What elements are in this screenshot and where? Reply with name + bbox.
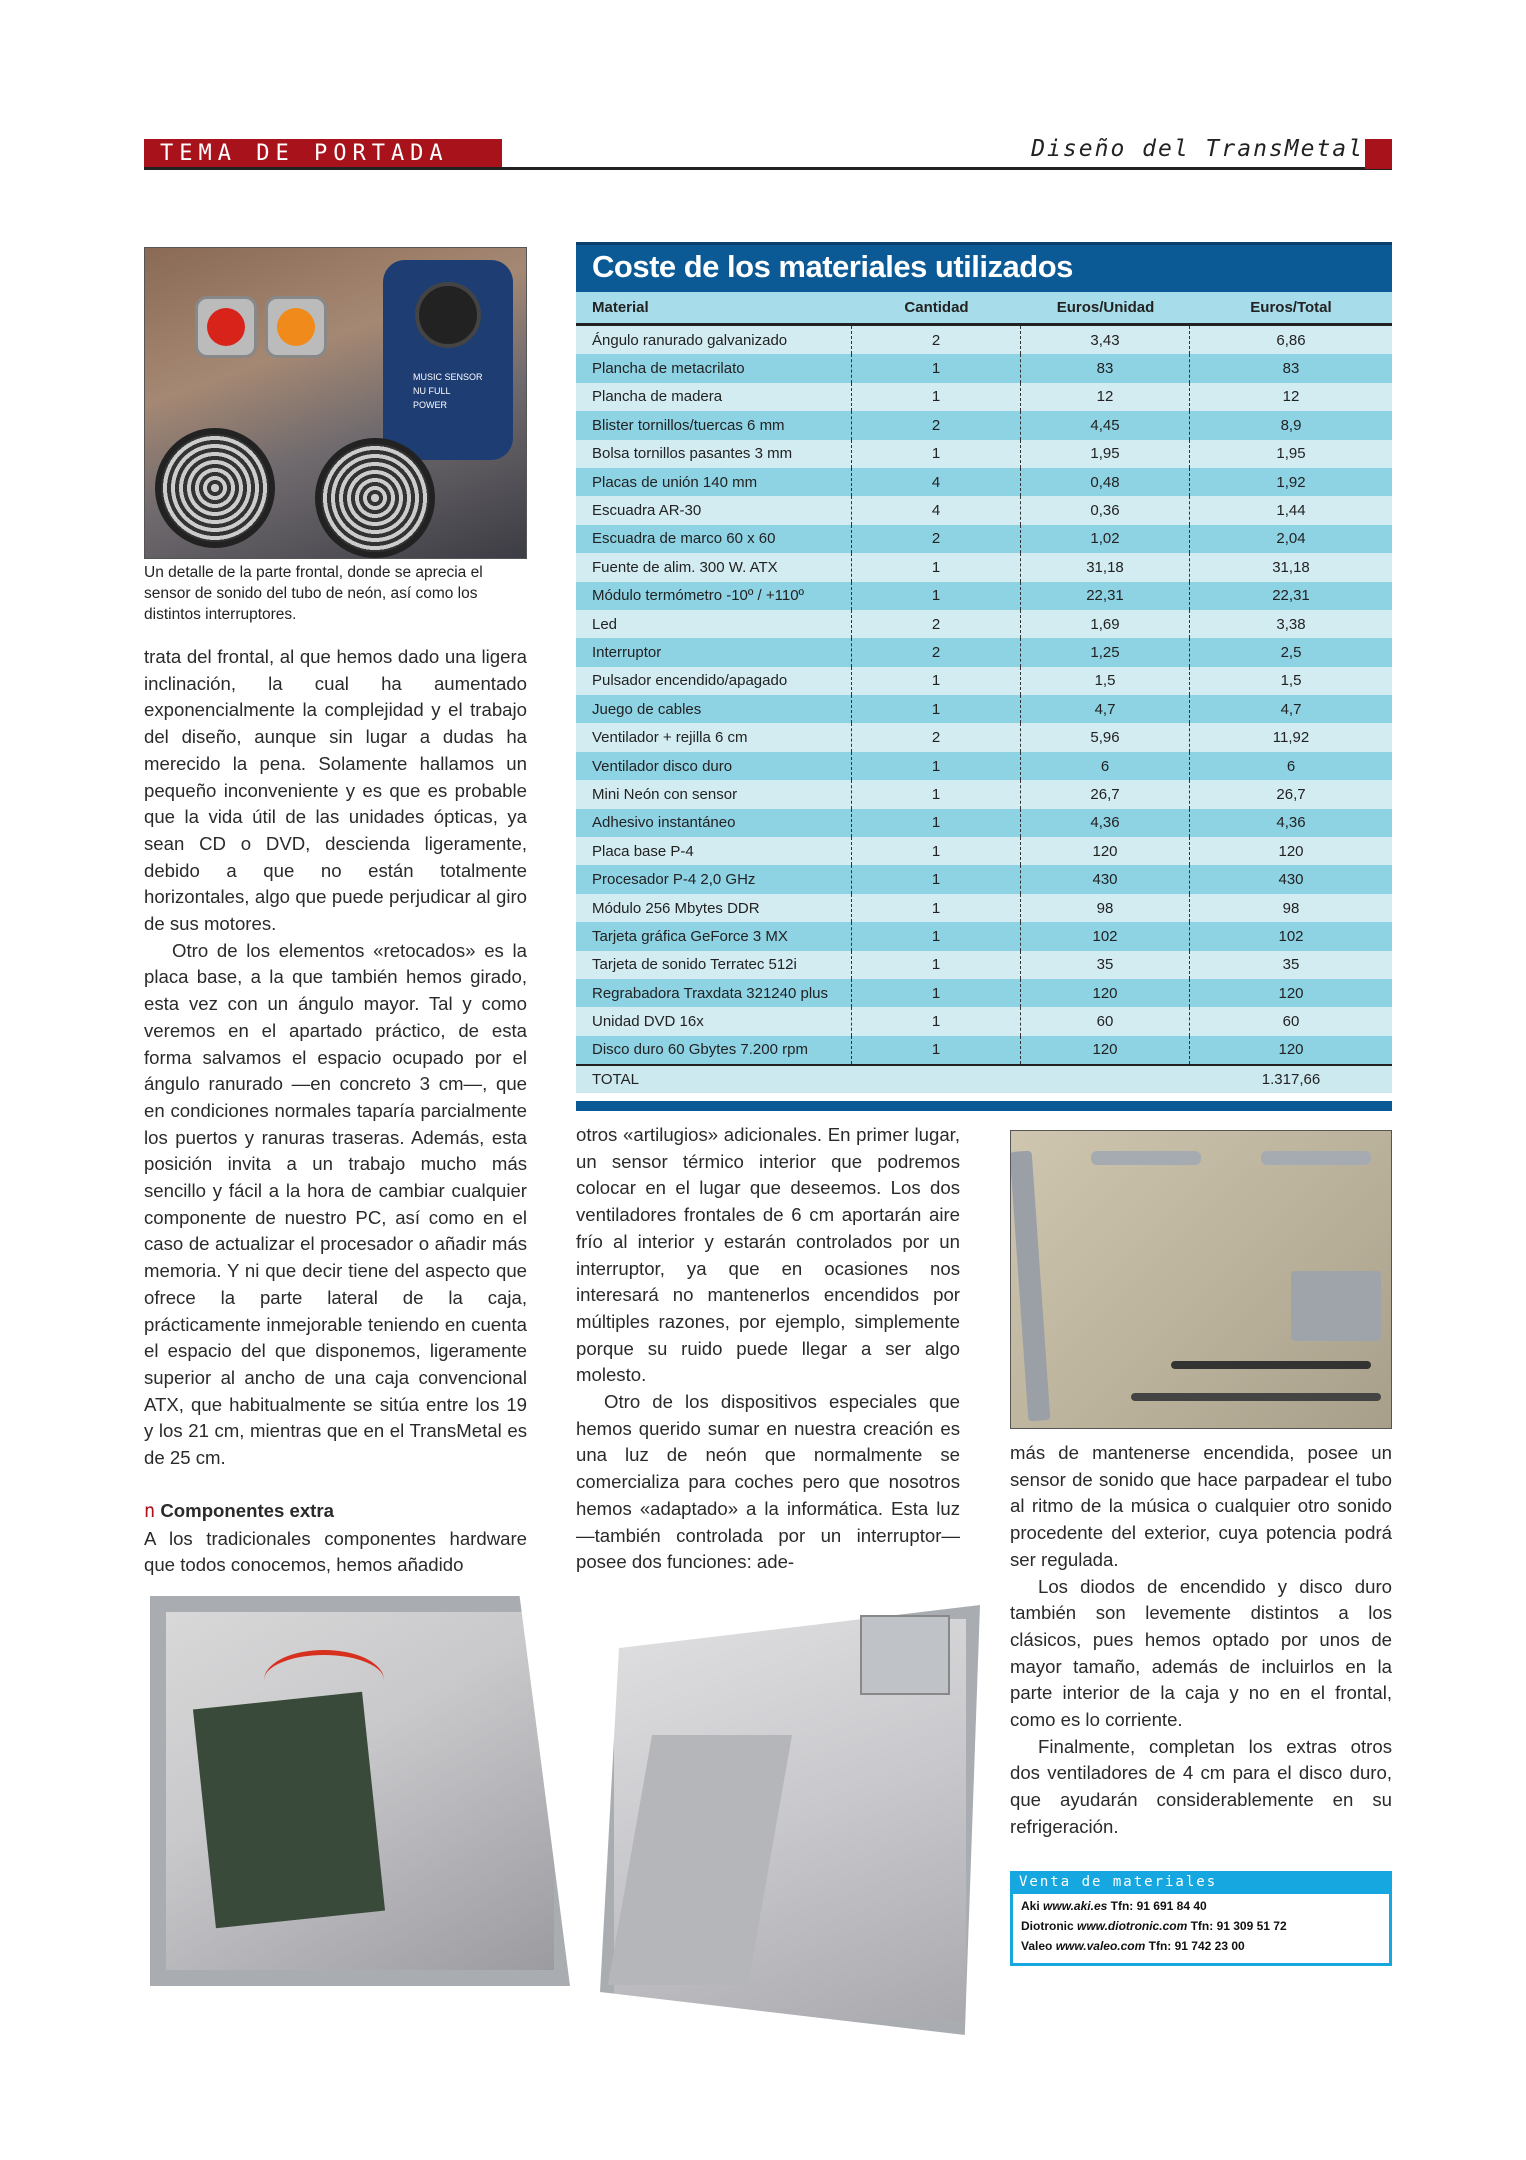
unit-price-cell: 120 (1021, 1036, 1190, 1064)
motherboard (193, 1692, 385, 1929)
quantity-cell: 2 (852, 525, 1021, 553)
table-body (576, 326, 1392, 1064)
paragraph: trata del frontal, al que hemos dado una ligera inclinación, la cual ha aumentado exponencialmente la complejidad y el trabajo del diseño, aunque sin lugar a dudas ha merecido la pena. Solamente hallamos un pequeño inconveniente y es que es probable que la vida útil de las unidades ópticas, ya sean CD o DVD, descienda ligeramente, debido a que no están totalmente horizontales, algo que puede perjudicar al giro de sus motores. (144, 646, 527, 935)
orange-switch (265, 296, 327, 358)
table-row (576, 979, 1392, 1007)
quantity-cell: 1 (852, 809, 1021, 837)
total-price-cell: 2,04 (1276, 530, 1306, 548)
unit-price-cell: 22,31 (1021, 582, 1190, 610)
column-header: Material (592, 299, 649, 316)
table-row (576, 440, 1392, 468)
power-supply (860, 1615, 950, 1695)
drill-bit (1131, 1393, 1381, 1401)
column-header: Cantidad (904, 299, 969, 316)
total-price-cell: 1,95 (1276, 445, 1306, 463)
material-cell: Juego de cables (576, 695, 852, 723)
total-price-cell: 102 (1278, 927, 1304, 945)
case-interior-side-photo (144, 1590, 576, 1990)
total-price-cell: 8,9 (1280, 416, 1302, 434)
total-price-cell: 4,36 (1276, 814, 1306, 832)
total-price-cell: 12 (1282, 388, 1300, 406)
table-row (576, 525, 1392, 553)
sensor-label: MUSIC SENSOR (413, 372, 483, 382)
unit-price-cell: 1,5 (1021, 667, 1190, 695)
material-cell: Módulo termómetro -10º / +110º (576, 582, 852, 610)
table-row (576, 496, 1392, 524)
middle-column-text (576, 1122, 960, 1576)
total-price-cell: 60 (1282, 1013, 1300, 1031)
vendors-title: Venta de materiales (1013, 1874, 1389, 1894)
vendor-url[interactable]: www.valeo.com (1055, 1939, 1146, 1953)
quantity-cell: 1 (852, 667, 1021, 695)
unit-price-cell: 120 (1021, 837, 1190, 865)
table-row (576, 553, 1392, 581)
vendor-line: Aki www.aki.es Tfn: 91 691 84 40 (1021, 1899, 1207, 1913)
unit-price-cell: 6 (1021, 752, 1190, 780)
article-title: Diseño del TransMetal (1031, 136, 1364, 162)
paragraph: otros «artilugios» adicionales. En primer lugar, un sensor térmico interior que podremos colocar en el lugar que deseemos. Los dos ventiladores frontales de 6 cm aportarán aire frío al interior y estarán controlados por un interruptor, ya que en ocasiones nos interesará no mantenerlos encendidos por múltiples razones, por ejemplo, simplemente porque su ruido puede llegar a ser algo molesto. (576, 1124, 960, 1386)
subheading-text: Componentes extra (160, 1499, 334, 1521)
material-cell: Plancha de madera (576, 383, 852, 411)
vendor-line: Diotronic www.diotronic.com Tfn: 91 309 51 72 (1021, 1919, 1287, 1933)
total-price-cell: 3,38 (1276, 615, 1306, 633)
total-value: 1.317,66 (1261, 1070, 1321, 1088)
unit-price-cell: 5,96 (1021, 723, 1190, 751)
table-row (576, 780, 1392, 808)
total-price-cell: 35 (1282, 956, 1300, 974)
quantity-cell: 1 (852, 951, 1021, 979)
unit-price-cell: 3,43 (1021, 326, 1190, 354)
quantity-cell: 1 (852, 865, 1021, 893)
vendors-box (1010, 1871, 1392, 1966)
table-row (576, 837, 1392, 865)
quantity-cell: 1 (852, 1007, 1021, 1035)
total-price-cell: 1,44 (1276, 502, 1306, 520)
material-cell: Unidad DVD 16x (576, 1007, 852, 1035)
total-price-cell: 2,5 (1280, 643, 1302, 661)
material-cell: Blister tornillos/tuercas 6 mm (576, 411, 852, 439)
column-header: Euros/Total (1250, 299, 1332, 316)
table-total-row (576, 1064, 1392, 1092)
unit-price-cell: 0,36 (1021, 496, 1190, 524)
header-rule (144, 167, 1392, 170)
quantity-cell: 1 (852, 1036, 1021, 1064)
quantity-cell: 1 (852, 922, 1021, 950)
unit-price-cell: 12 (1021, 383, 1190, 411)
quantity-cell: 2 (852, 638, 1021, 666)
paragraph: Los diodos de encendido y disco duro también son levemente distintos a los clásicos, pues hemos optado por unos de mayor tamaño, además de incluirlos en la parte interior de la caja y no en el frontal, como es lo corriente. (1010, 1575, 1392, 1731)
unit-price-cell: 102 (1021, 922, 1190, 950)
material-cell: Escuadra AR-30 (576, 496, 852, 524)
material-cell: Módulo 256 Mbytes DDR (576, 894, 852, 922)
paragraph: Otro de los dispositivos especiales que hemos querido sumar en nuestra creación es una luz de neón que normalmente se comercializa para coches pero que nosotros hemos «adaptado» a la informática. Esta luz —también controlada por un interruptor— posee dos funciones: ade- (576, 1391, 960, 1573)
table-row (576, 582, 1392, 610)
left-column-text (144, 644, 527, 1579)
total-price-cell: 31,18 (1272, 558, 1310, 576)
material-cell: Adhesivo instantáneo (576, 809, 852, 837)
table-row (576, 326, 1392, 354)
quantity-cell: 1 (852, 752, 1021, 780)
table-row (576, 922, 1392, 950)
paragraph: Finalmente, completan los extras otros dos ventiladores de 4 cm para el disco duro, que ayudarán considerablemente en su refrigeración. (1010, 1735, 1392, 1837)
paragraph: más de mantenerse encendida, posee un sensor de sonido que hace parpadear el tubo al ritmo de la música o cualquier otro sonido procedente del exterior, cuya potencia podrá ser regulada. (1010, 1442, 1392, 1570)
paragraph: Otro de los elementos «retocados» es la placa base, a la que también hemos girado, esta vez con un ángulo mayor. Tal y como veremos en el apartado práctico, de esta forma salvamos el espacio ocupado por el ángulo ranurado —en concreto 3 cm—, que en condiciones normales taparía parcialmente los puertos y ranuras traseras. Además, esta posición invita a un trabajo mucho más sencillo y fácil a la hora de cambiar cualquier componente de nuestro PC, así como en el caso de actualizar el procesador o añadir más memoria. Y ni que decir tiene del aspecto que ofrece la parte lateral de la caja, prácticamente inmejorable teniendo en cuenta el espacio del que disponemos, ligeramente superior al ancho de una caja convencional ATX, que habitualmente se sitúa entre los 19 y los 21 cm, mientras que en el TransMetal es de 25 cm. (144, 939, 527, 1469)
unit-price-cell: 0,48 (1021, 468, 1190, 496)
table-header-row (576, 292, 1392, 326)
case-interior-front-photo (590, 1595, 986, 2047)
column-header: Euros/Unidad (1056, 299, 1155, 316)
material-cell: Regrabadora Traxdata 321240 plus (576, 979, 852, 1007)
material-cell: Plancha de metacrilato (576, 354, 852, 382)
total-price-cell: 6 (1286, 757, 1296, 775)
total-label: TOTAL (592, 1070, 639, 1088)
materials-cost-table (576, 242, 1392, 1111)
total-price-cell: 120 (1278, 984, 1304, 1002)
total-price-cell: 98 (1282, 899, 1300, 917)
metal-bracket (1261, 1151, 1371, 1165)
quantity-cell: 4 (852, 468, 1021, 496)
unit-price-cell: 26,7 (1021, 780, 1190, 808)
total-price-cell: 4,7 (1280, 700, 1302, 718)
material-cell: Escuadra de marco 60 x 60 (576, 525, 852, 553)
quantity-cell: 1 (852, 383, 1021, 411)
sensor-label: POWER (413, 400, 448, 410)
table-row (576, 468, 1392, 496)
table-row (576, 865, 1392, 893)
material-cell: Led (576, 610, 852, 638)
table-title: Coste de los materiales utilizados (576, 242, 1392, 292)
total-price-cell: 83 (1282, 360, 1300, 378)
bullet-icon: n (144, 1500, 156, 1522)
table-row (576, 1036, 1392, 1064)
total-price-cell: 1,92 (1276, 473, 1306, 491)
paragraph: A los tradicionales componentes hardware que todos conocemos, hemos añadido (144, 1527, 527, 1576)
material-cell: Placas de unión 140 mm (576, 468, 852, 496)
front-panel-photo (144, 247, 527, 559)
quantity-cell: 1 (852, 440, 1021, 468)
metal-bracket (1091, 1151, 1201, 1165)
angle-bracket (1291, 1271, 1381, 1341)
total-price-cell: 11,92 (1272, 729, 1310, 747)
table-row (576, 752, 1392, 780)
quantity-cell: 2 (852, 610, 1021, 638)
material-cell: Tarjeta gráfica GeForce 3 MX (576, 922, 852, 950)
material-cell: Tarjeta de sonido Terratec 512i (576, 951, 852, 979)
material-cell: Ventilador disco duro (576, 752, 852, 780)
table-row (576, 411, 1392, 439)
quantity-cell: 1 (852, 695, 1021, 723)
hardware-parts-photo (1010, 1130, 1392, 1429)
fan-icon (315, 438, 435, 558)
right-column-text (1010, 1440, 1392, 1841)
quantity-cell: 1 (852, 553, 1021, 581)
table-row (576, 667, 1392, 695)
subheading (144, 1498, 527, 1526)
material-cell: Procesador P-4 2,0 GHz (576, 865, 852, 893)
material-cell: Disco duro 60 Gbytes 7.200 rpm (576, 1036, 852, 1064)
unit-price-cell: 4,7 (1021, 695, 1190, 723)
material-cell: Fuente de alim. 300 W. ATX (576, 553, 852, 581)
music-sensor-device (383, 260, 513, 460)
unit-price-cell: 35 (1021, 951, 1190, 979)
drill-bit (1171, 1361, 1371, 1369)
total-price-cell: 26,7 (1276, 785, 1306, 803)
table-row (576, 610, 1392, 638)
table-row (576, 695, 1392, 723)
material-cell: Pulsador encendido/apagado (576, 667, 852, 695)
table-row (576, 809, 1392, 837)
total-price-cell: 120 (1278, 1041, 1304, 1059)
vendor-url[interactable]: www.aki.es (1043, 1899, 1108, 1913)
vendor-url[interactable]: www.diotronic.com (1077, 1919, 1188, 1933)
quantity-cell: 2 (852, 411, 1021, 439)
quantity-cell: 4 (852, 496, 1021, 524)
unit-price-cell: 430 (1021, 865, 1190, 893)
section-label: TEMA DE PORTADA (144, 139, 502, 170)
table-row (576, 894, 1392, 922)
quantity-cell: 1 (852, 894, 1021, 922)
metal-bracket (1010, 1151, 1050, 1422)
quantity-cell: 1 (852, 354, 1021, 382)
total-price-cell: 120 (1278, 842, 1304, 860)
table-row (576, 354, 1392, 382)
unit-price-cell: 4,36 (1021, 809, 1190, 837)
material-cell: Mini Neón con sensor (576, 780, 852, 808)
total-price-cell: 6,86 (1276, 331, 1306, 349)
quantity-cell: 1 (852, 780, 1021, 808)
total-price-cell: 430 (1278, 871, 1304, 889)
quantity-cell: 1 (852, 582, 1021, 610)
total-price-cell: 1,5 (1280, 672, 1302, 690)
unit-price-cell: 120 (1021, 979, 1190, 1007)
table-bottom-bar (576, 1101, 1392, 1111)
unit-price-cell: 31,18 (1021, 553, 1190, 581)
material-cell: Ángulo ranurado galvanizado (576, 326, 852, 354)
unit-price-cell: 98 (1021, 894, 1190, 922)
quantity-cell: 1 (852, 837, 1021, 865)
material-cell: Interruptor (576, 638, 852, 666)
photo-caption: Un detalle de la parte frontal, donde se aprecia el sensor de sonido del tubo de neón, así como los distintos interruptores. (144, 564, 483, 623)
header-marker (1365, 139, 1392, 169)
unit-price-cell: 4,45 (1021, 411, 1190, 439)
quantity-cell: 1 (852, 979, 1021, 1007)
unit-price-cell: 1,02 (1021, 525, 1190, 553)
quantity-cell: 2 (852, 723, 1021, 751)
sensor-label: NU FULL (413, 386, 451, 396)
table-row (576, 951, 1392, 979)
table-row (576, 723, 1392, 751)
unit-price-cell: 83 (1021, 354, 1190, 382)
fan-icon (155, 428, 275, 548)
material-cell: Placa base P-4 (576, 837, 852, 865)
table-row (576, 1007, 1392, 1035)
total-price-cell: 22,31 (1272, 587, 1310, 605)
unit-price-cell: 1,69 (1021, 610, 1190, 638)
material-cell: Bolsa tornillos pasantes 3 mm (576, 440, 852, 468)
red-switch (195, 296, 257, 358)
unit-price-cell: 1,95 (1021, 440, 1190, 468)
material-cell: Ventilador + rejilla 6 cm (576, 723, 852, 751)
table-row (576, 383, 1392, 411)
vendor-line: Valeo www.valeo.com Tfn: 91 742 23 00 (1021, 1939, 1245, 1953)
unit-price-cell: 1,25 (1021, 638, 1190, 666)
quantity-cell: 2 (852, 326, 1021, 354)
cables (264, 1650, 384, 1710)
unit-price-cell: 60 (1021, 1007, 1190, 1035)
table-row (576, 638, 1392, 666)
